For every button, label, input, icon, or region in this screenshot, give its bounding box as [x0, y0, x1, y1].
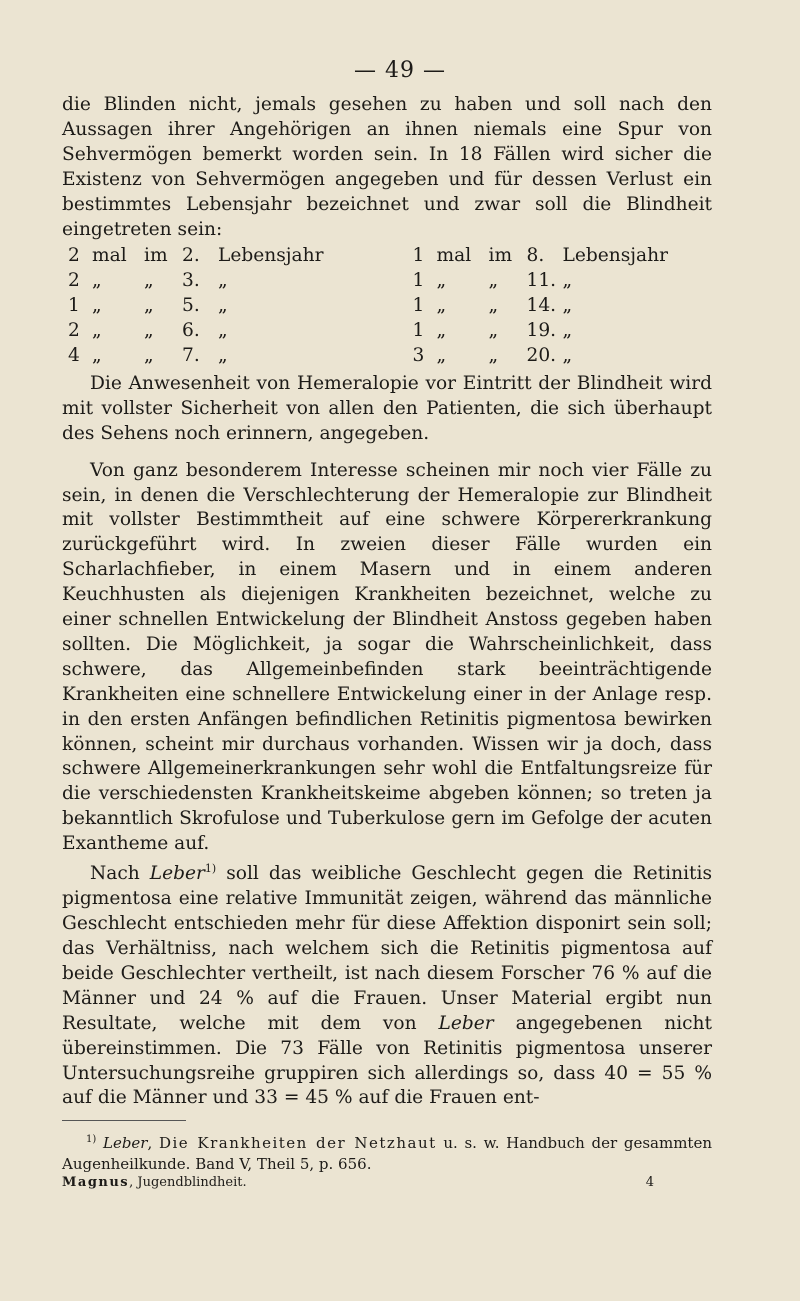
- table-cell-count: 1: [412, 245, 425, 267]
- table-cell-prep: „: [144, 345, 154, 366]
- table-cell-count: 1: [68, 295, 80, 317]
- table-cell-unit: „: [436, 320, 447, 342]
- p4-author: Leber: [149, 863, 205, 885]
- table-cell-year: 5.: [182, 295, 200, 317]
- footnote: $^{1)}$ Leber, Die Krankheiten der Netzhaut u. s. w. Handbuch der gesammten Augenheilkunde. Band V, Theil 5, p. 656.: [62, 1134, 712, 1173]
- table-cell-year: 11.: [526, 270, 557, 292]
- signature-number: 4: [645, 1175, 654, 1190]
- table-row: [413, 344, 713, 369]
- table-cell-label: „: [218, 345, 228, 366]
- table-right-column: [413, 244, 713, 368]
- table-cell-year: 14.: [526, 295, 557, 317]
- table-row: [68, 244, 368, 269]
- printer-signature: [62, 1175, 712, 1190]
- table-cell-unit: „: [92, 320, 102, 342]
- footnote-title: Die Krankheiten der Netzhaut: [158, 1134, 437, 1152]
- table-row: [413, 294, 713, 319]
- table-cell-label: „: [218, 295, 228, 317]
- table-cell-unit: mal: [92, 245, 127, 267]
- p4-lead: Nach: [90, 863, 150, 885]
- page-number: — 49 —: [354, 58, 446, 83]
- table-cell-count: 2: [68, 245, 80, 267]
- table-cell-unit: „: [92, 295, 102, 317]
- footnote-marker: 1): [86, 1134, 97, 1145]
- table-cell-label: „: [218, 320, 228, 342]
- table-cell-prep: „: [488, 345, 499, 366]
- table-cell-label: „: [562, 320, 573, 342]
- table-cell-label: „: [562, 295, 573, 317]
- table-row: [413, 269, 713, 294]
- table-cell-unit: „: [436, 295, 447, 317]
- table-cell-count: 3: [412, 345, 425, 366]
- intro-paragraph: die Blinden nicht, jemals gesehen zu haben und soll nach den Aussagen ihrer Angehörigen an ihnen niemals eine Spur von Sehvermögen bemerkt worden sein. In 18 Fällen wird sicher die Existenz von Sehvermögen angegeben und für dessen Verlust ein bestimmtes Lebensjahr bezeichnet und zwar soll die Blindheit eingetreten sein:: [62, 94, 712, 240]
- table-cell-label: Lebensjahr: [562, 245, 668, 267]
- table-cell-year: 20.: [526, 345, 557, 366]
- table-cell-count: 4: [68, 345, 80, 366]
- table-cell-label: „: [562, 345, 573, 366]
- table-row: [68, 294, 368, 319]
- table-cell-unit: „: [92, 270, 102, 292]
- paragraph-cases: Von ganz besonderem Interesse scheinen mir noch vier Fälle zu sein, in denen die Verschlechterung der Hemeralopie zur Blindheit mit vollster Bestimmtheit auf eine schwere Körpererkrankung zurückgeführt wird. In zweien dieser Fälle wurden ein Scharlachfieber, in einem Masern und in einem anderen Keuchhusten als diejenigen Krankheiten bezeichnet, welche zu einer schnellen Entwickelung der Blindheit Anstoss gegeben haben sollten. Die Möglichkeit, ja sogar die Wahrscheinlichkeit, dass schwere, das Allgemeinbefinden stark beeinträchtigende Krankheiten eine schnellere Entwickelung einer in der Anlage resp. in den ersten Anfängen befindlichen Retinitis pigmentosa bewirken können, scheint mir durchaus vorhanden. Wissen wir ja doch, dass schwere Allgemeinerkrankungen sehr wohl die Entfaltungsreize für die verschiedensten Krankheitskeime abgeben können; so treten ja bekanntlich Skrofulose und Tuberkulose gern im Gefolge der acuten Exantheme auf.: [62, 459, 712, 855]
- table-row: [413, 319, 713, 344]
- signature-title: , Jugendblindheit.: [129, 1175, 247, 1190]
- table-cell-year: 8.: [526, 245, 545, 267]
- table-cell-prep: „: [488, 320, 499, 342]
- table-row: [68, 319, 368, 344]
- table-cell-prep: im: [488, 245, 513, 267]
- table-cell-prep: „: [144, 270, 154, 292]
- table-cell-unit: „: [436, 345, 447, 366]
- table-left-column: [68, 244, 368, 368]
- table-cell-prep: „: [144, 295, 154, 317]
- table-row: [413, 244, 713, 269]
- table-cell-year: 6.: [182, 320, 200, 342]
- signature-author: Magnus: [62, 1175, 130, 1190]
- table-cell-year: 3.: [182, 270, 200, 292]
- table-cell-prep: „: [144, 320, 154, 342]
- table-cell-unit: „: [92, 345, 102, 366]
- table-cell-unit: mal: [436, 245, 472, 267]
- table-cell-unit: „: [436, 270, 447, 292]
- table-cell-year: 2.: [182, 245, 200, 267]
- p4-text-1: soll das weibliche Geschlecht gegen die Retinitis pigmentosa eine relative Immunität zeigen, während das männliche Geschlecht entschieden mehr für diese Affektion disponirt sein soll; das Verhältniss, nach welchem sich die Retinitis pigmentosa auf beide Geschlechter vertheilt, ist nach diesem Forscher 76 % auf die Männer und 24 % auf die Frauen. Unser Material ergibt nun Resultate, welche mit dem von: [62, 863, 712, 1034]
- table-cell-count: 1: [412, 295, 425, 317]
- table-cell-prep: im: [144, 245, 168, 267]
- paragraph-leber: [62, 857, 712, 1111]
- table-cell-year: 19.: [526, 320, 557, 342]
- table-cell-count: 2: [68, 270, 80, 292]
- table-cell-count: 2: [68, 320, 80, 342]
- table-cell-label: „: [218, 270, 228, 292]
- table-cell-label: „: [562, 270, 573, 292]
- table-cell-label: Lebensjahr: [218, 245, 324, 267]
- table-cell-prep: „: [488, 295, 499, 317]
- table-cell-count: 1: [412, 320, 425, 342]
- p4-footnote-ref: 1): [204, 862, 217, 876]
- paragraph-hemeralopie: Die Anwesenheit von Hemeralopie vor Eintritt der Blindheit wird mit vollster Sicherheit von allen den Patienten, die sich überhaupt des Sehens noch erinnern, angegeben.: [62, 372, 712, 444]
- signature-left: [62, 1175, 247, 1190]
- onset-age-table: [62, 244, 712, 368]
- table-cell-count: 1: [412, 270, 425, 292]
- footnote-rest: u. s. w. Handbuch der gesammten Augenheilkunde. Band V, Theil 5, p. 656.: [62, 1134, 712, 1173]
- footnote-rule: [62, 1120, 186, 1121]
- p4-text-2: angegebenen nicht übereinstimmen. Die 73 Fälle von Retinitis pigmentosa unserer Untersuchungsreihe gruppiren sich allerdings so, dass 40 = 55 % auf die Männer und 33 = 45 % auf die Frauen ent-: [62, 1012, 712, 1109]
- footnote-author: Leber: [102, 1134, 148, 1152]
- table-cell-prep: „: [488, 270, 499, 292]
- table-cell-year: 7.: [182, 345, 200, 366]
- table-row: [68, 344, 368, 369]
- p4-author-2: Leber: [438, 1012, 494, 1034]
- table-row: [68, 269, 368, 294]
- body-text: [62, 93, 712, 1111]
